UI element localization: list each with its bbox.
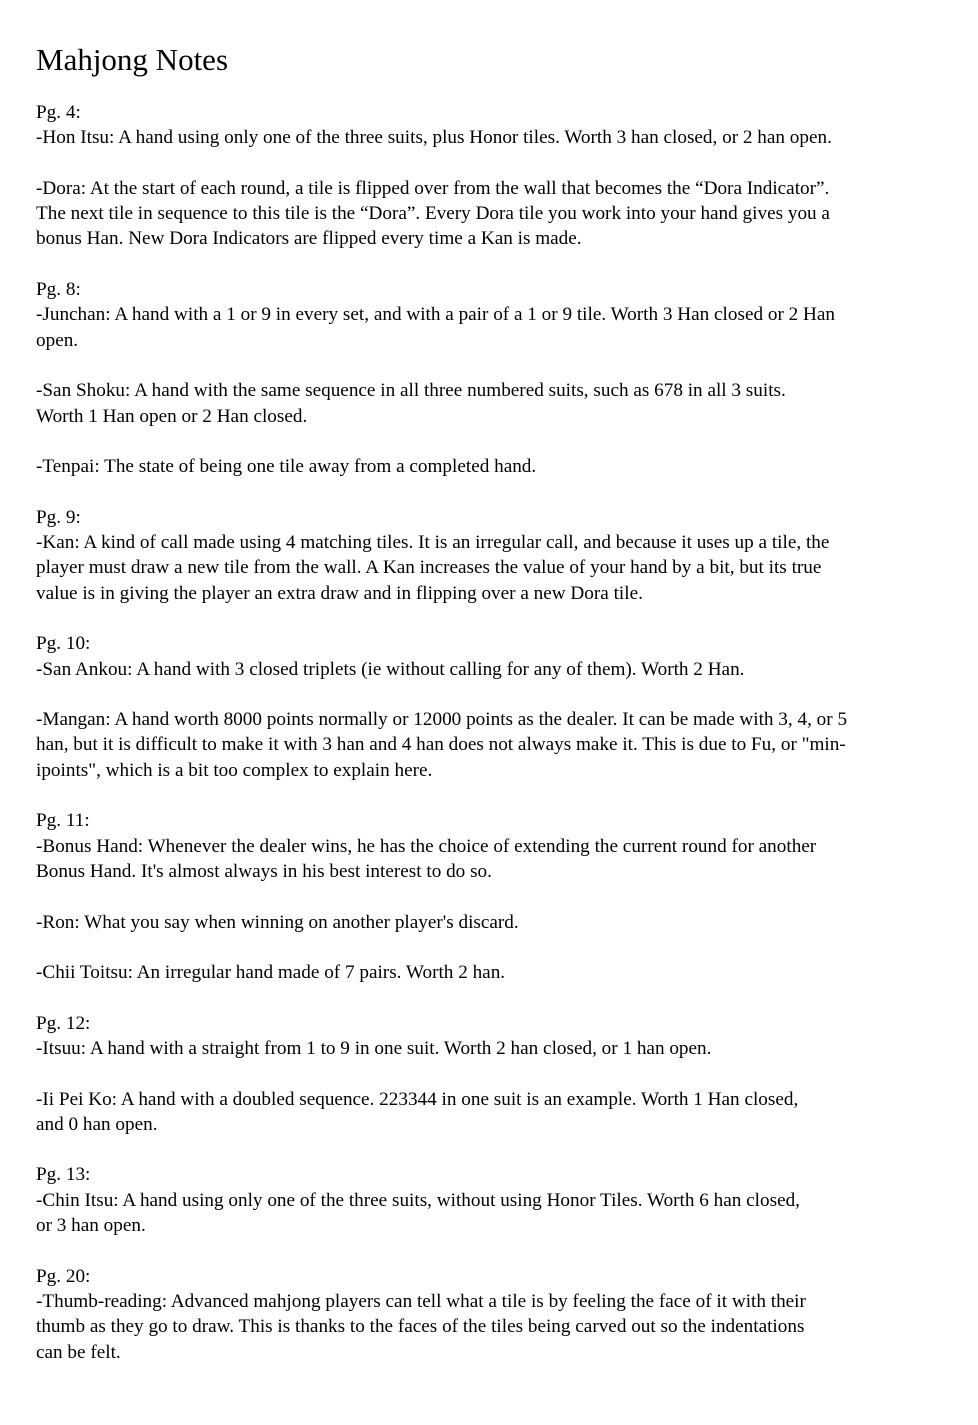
note-line: -Itsuu: A hand with a straight from 1 to 9 in one suit. Worth 2 han closed, or 1 han open. xyxy=(36,1037,712,1059)
note-line: -Mangan: A hand worth 8000 points normally or 12000 points as the dealer. It can be made with 3, 4, or 5 xyxy=(36,709,848,731)
note-line: han, but it is difficult to make it with 3 han and 4 han does not always make it. This is due to Fu, or "min- xyxy=(36,734,846,756)
note-line: bonus Han. New Dora Indicators are flipped every time a Kan is made. xyxy=(36,228,582,250)
note-line: ipoints", which is a bit too complex to explain here. xyxy=(36,759,433,781)
note-paragraph xyxy=(36,176,936,252)
note-paragraph xyxy=(36,707,936,783)
note-line: Worth 1 Han open or 2 Han closed. xyxy=(36,405,308,427)
document-page xyxy=(36,38,936,1390)
note-paragraph xyxy=(36,1264,936,1365)
note-paragraph xyxy=(36,631,936,682)
note-paragraph xyxy=(36,910,936,935)
note-line: -Chii Toitsu: An irregular hand made of 7 pairs. Worth 2 han. xyxy=(36,962,506,984)
note-paragraph xyxy=(36,1162,936,1238)
note-line: -Ii Pei Ko: A hand with a doubled sequence. 223344 in one suit is an example. Worth 1 Han closed, xyxy=(36,1088,799,1110)
note-line: Pg. 20: xyxy=(36,1265,91,1287)
note-line: -San Ankou: A hand with 3 closed triplets (ie without calling for any of them). Worth 2 Han. xyxy=(36,658,745,680)
note-line: -Kan: A kind of call made using 4 matching tiles. It is an irregular call, and because it uses up a tile, the xyxy=(36,532,830,554)
note-line: Pg. 10: xyxy=(36,633,91,655)
note-paragraph xyxy=(36,960,936,985)
note-line: Pg. 11: xyxy=(36,810,90,832)
note-line: Pg. 9: xyxy=(36,506,81,528)
note-line: can be felt. xyxy=(36,1341,121,1363)
note-paragraph xyxy=(36,454,936,479)
note-paragraph xyxy=(36,1087,936,1138)
note-line: player must draw a new tile from the wall. A Kan increases the value of your hand by a bit, but its true xyxy=(36,557,822,579)
note-line: -Tenpai: The state of being one tile away from a completed hand. xyxy=(36,456,537,478)
note-line: Pg. 4: xyxy=(36,102,81,123)
note-paragraph xyxy=(36,1011,936,1062)
note-line: -San Shoku: A hand with the same sequence in all three numbered suits, such as 678 in all 3 suits. xyxy=(36,380,786,402)
document-title: Mahjong Notes xyxy=(36,42,229,77)
note-line: value is in giving the player an extra draw and in flipping over a new Dora tile. xyxy=(36,582,643,604)
note-line: Bonus Hand. It's almost always in his best interest to do so. xyxy=(36,860,492,882)
note-line: open. xyxy=(36,329,79,351)
note-line: -Dora: At the start of each round, a tile is flipped over from the wall that becomes the “Dora Indicator”. xyxy=(36,177,830,199)
note-line: or 3 han open. xyxy=(36,1215,146,1237)
note-line: thumb as they go to draw. This is thanks to the faces of the tiles being carved out so the indentations xyxy=(36,1316,805,1338)
note-paragraph xyxy=(36,277,936,353)
note-line: -Chin Itsu: A hand using only one of the three suits, without using Honor Tiles. Worth 6 han closed, xyxy=(36,1189,800,1211)
note-paragraph xyxy=(36,378,936,429)
note-paragraph xyxy=(36,100,936,151)
note-line: -Junchan: A hand with a 1 or 9 in every set, and with a pair of a 1 or 9 tile. Worth 3 Han closed or 2 Han xyxy=(36,304,835,326)
note-line: Pg. 12: xyxy=(36,1012,91,1034)
note-line: -Ron: What you say when winning on another player's discard. xyxy=(36,911,519,933)
note-line: and 0 han open. xyxy=(36,1113,158,1135)
note-paragraph xyxy=(36,505,936,606)
note-paragraph xyxy=(36,808,936,884)
notes-body xyxy=(36,100,936,1365)
note-line: -Bonus Hand: Whenever the dealer wins, he has the choice of extending the current round for another xyxy=(36,835,817,857)
note-line: -Hon Itsu: A hand using only one of the three suits, plus Honor tiles. Worth 3 han closed, or 2 han open. xyxy=(36,127,832,149)
note-line: Pg. 8: xyxy=(36,279,81,301)
note-line: The next tile in sequence to this tile is the “Dora”. Every Dora tile you work into your hand gives you a xyxy=(36,203,830,225)
note-line: -Thumb-reading: Advanced mahjong players can tell what a tile is by feeling the face of it with their xyxy=(36,1290,806,1312)
note-line: Pg. 13: xyxy=(36,1164,91,1186)
